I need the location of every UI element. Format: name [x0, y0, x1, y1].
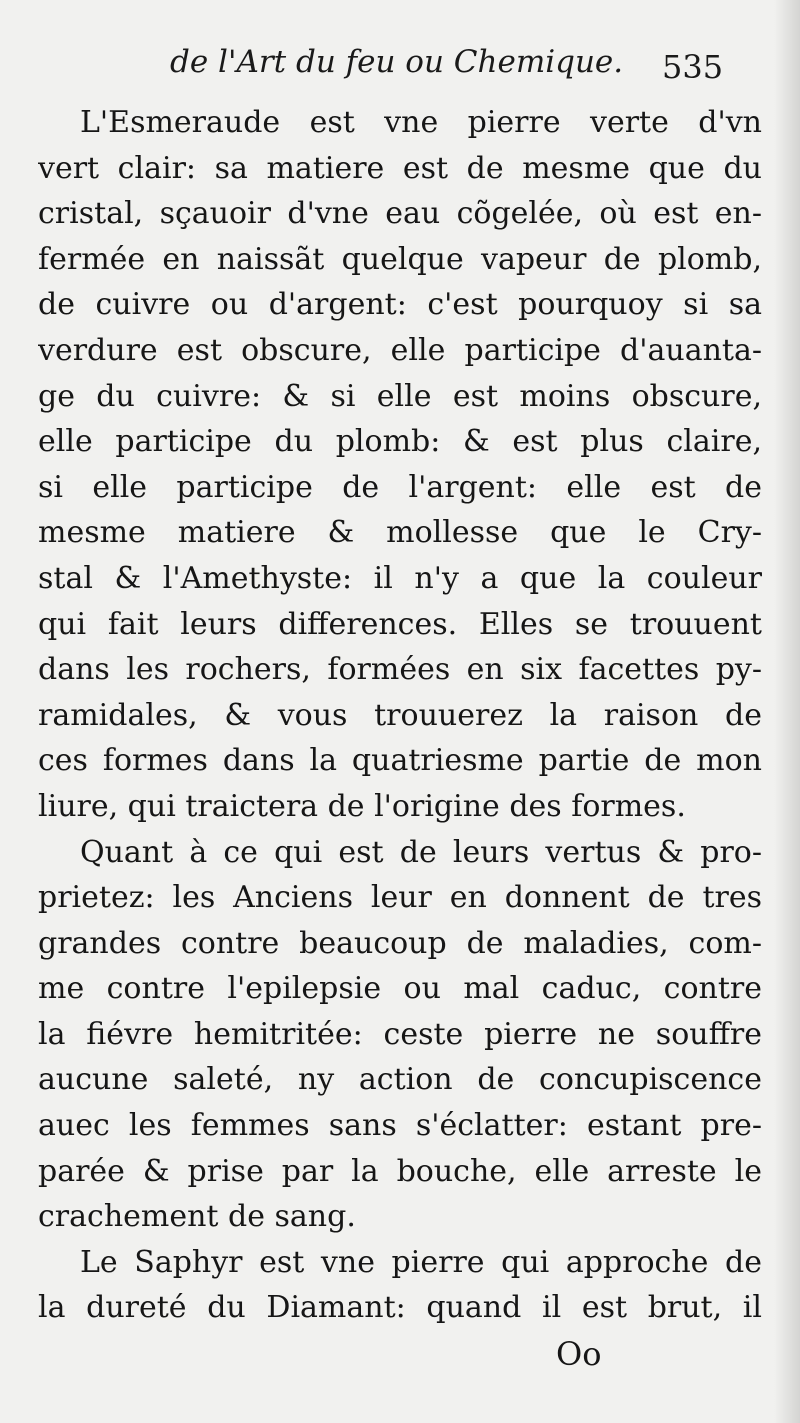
text-line: la dureté du Diamant: quand il est brut, il: [38, 1290, 762, 1326]
text-line: grandes contre beaucoup de maladies, com-: [38, 925, 762, 961]
text-line: verdure est obscure, elle participe d'auanta-: [38, 332, 762, 368]
text-line: ge du cuivre: & si elle est moins obscure,: [38, 378, 762, 414]
text-line: parée & prise par la bouche, elle arreste le: [38, 1153, 762, 1189]
text-line: mesme matiere & mollesse que le Cry-: [38, 515, 762, 551]
text-line: vert clair: sa matiere est de mesme que du: [38, 150, 762, 186]
text-line: la fiévre hemitritée: ceste pierre ne souffre: [38, 1016, 762, 1052]
text-line: auec les femmes sans s'éclatter: estant pre-: [38, 1108, 762, 1144]
text-line: prietez: les Anciens leur en donnent de tres: [38, 880, 762, 916]
text-line: liure, qui traictera de l'origine des formes.: [38, 788, 686, 824]
text-line: qui fait leurs differences. Elles se trouuent: [38, 606, 762, 642]
text-line: Quant à ce qui est de leurs vertus & pro-: [80, 834, 762, 870]
body-text: [38, 100, 762, 1331]
text-line: ces formes dans la quatriesme partie de mon: [38, 743, 762, 779]
text-line: L'Esmeraude est vne pierre verte d'vn: [80, 105, 762, 140]
page-number: 535: [662, 48, 724, 86]
catchword: Oo: [556, 1335, 602, 1373]
text-line: cristal, sçauoir d'vne eau cõgelée, où est en-: [38, 196, 762, 232]
text-line: elle participe du plomb: & est plus claire,: [38, 424, 762, 460]
text-line: stal & l'Amethyste: il n'y a que la couleur: [38, 560, 762, 596]
text-line: de cuivre ou d'argent: c'est pourquoy si sa: [38, 287, 762, 323]
text-line: aucune saleté, ny action de concupiscence: [38, 1062, 762, 1098]
running-title: de l'Art du feu ou Chemique.: [170, 44, 624, 80]
text-line: me contre l'epilepsie ou mal caduc, contre: [38, 971, 762, 1007]
text-line: si elle participe de l'argent: elle est de: [38, 469, 762, 505]
text-line: dans les rochers, formées en six facettes py-: [38, 652, 762, 688]
text-line: crachement de sang.: [38, 1199, 356, 1235]
page-header: [0, 44, 800, 96]
text-line: Le Saphyr est vne pierre qui approche de: [80, 1244, 762, 1280]
page-edge-shadow: [774, 0, 800, 1423]
text-line: ramidales, & vous trouuerez la raison de: [38, 697, 762, 733]
text-line: fermée en naissãt quelque vapeur de plomb,: [38, 241, 762, 277]
